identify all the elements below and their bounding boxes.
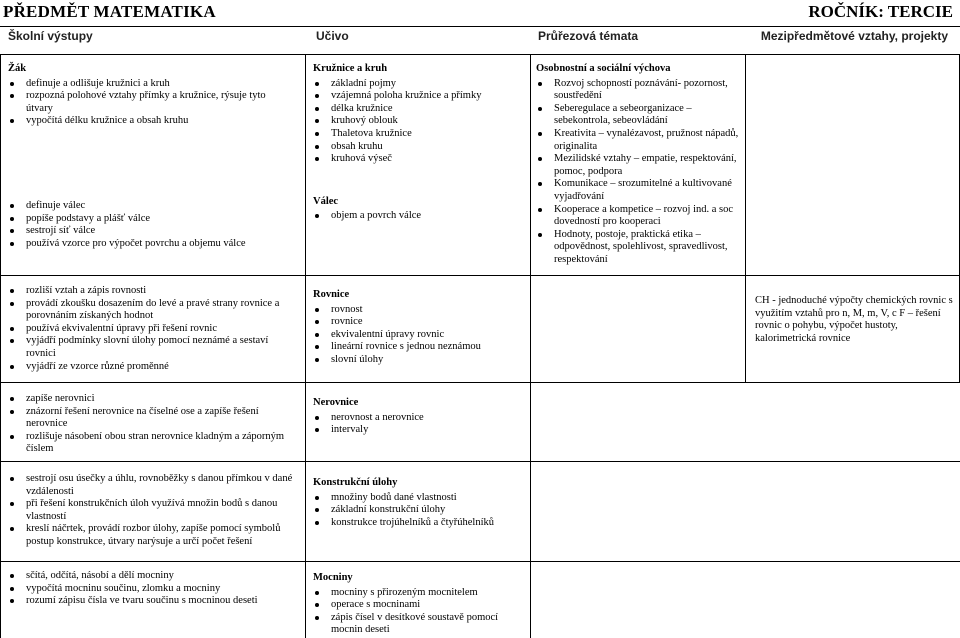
list-item: zápis čísel v desítkové soustavě pomocí mocnin deseti [313, 612, 523, 637]
list-item: sestrojí osu úsečky a úhlu, rovnoběžky s danou přímkou v dané vzdálenosti [8, 473, 293, 498]
list-item: ekvivalentní úpravy rovnic [313, 329, 523, 342]
list-item: vypočítá délku kružnice a obsah kruhu [8, 115, 293, 128]
row1-curriculum [313, 63, 523, 223]
subject-title: PŘEDMĚT MATEMATIKA [3, 2, 216, 21]
list-item: vypočítá mocninu součinu, zlomku a mocniny [8, 583, 293, 596]
list-item: Rozvoj schopností poznávání- pozornost, soustředění [536, 78, 741, 103]
row2-outputs [8, 285, 293, 373]
list-item: rovnost [313, 304, 523, 317]
list-item: konstrukce trojúhelníků a čtyřúhelníků [313, 517, 523, 530]
row5-outputs [8, 570, 293, 608]
list-item: Komunikace – srozumitelné a kultivované vyjadřování [536, 178, 741, 203]
list-item: definuje a odlišuje kružnici a kruh [8, 78, 293, 91]
topic-title: Válec [313, 195, 339, 207]
list-item: vzájemná poloha kružnice a přímky [313, 90, 523, 103]
column-header-curriculum: Učivo [316, 29, 349, 43]
relations-text: CH - jednoduché výpočty chemických rovnic s využitím vztahů pro n, M, m, V, c F – řešení rovnic o pohybu, výpočet hustoty, kalorimetrická rovnice [755, 295, 953, 344]
list-item: obsah kruhu [313, 141, 523, 154]
list-item: sčítá, odčítá, násobí a dělí mocniny [8, 570, 293, 583]
list-item: kruhová výseč [313, 153, 523, 166]
list-item: Kreativita – vynalézavost, pružnost nápadů, originalita [536, 128, 741, 153]
row-divider [0, 561, 960, 562]
list-item: rozlišuje násobení obou stran nerovnice kladným a záporným číslem [8, 431, 293, 456]
list-item: intervaly [313, 424, 523, 437]
row3-curriculum [313, 397, 523, 437]
list-item: používá vzorce pro výpočet povrchu a objemu válce [8, 238, 293, 251]
row1-outputs [8, 63, 293, 250]
list-item: základní konstrukční úlohy [313, 504, 523, 517]
list-item: množiny bodů dané vlastnosti [313, 492, 523, 505]
topic-title: Rovnice [313, 289, 350, 300]
list-item: Kooperace a kompetice – rozvoj ind. a soc dovedností pro kooperaci [536, 204, 741, 229]
list-item: rozumí zápisu čísla ve tvaru součinu s mocninou deseti [8, 595, 293, 608]
row2-curriculum [313, 289, 523, 367]
list-item: mocniny s přirozeným mocnitelem [313, 587, 523, 600]
topic-title: Nerovnice [313, 397, 359, 408]
row3-outputs [8, 393, 293, 456]
list-item: rozpozná polohové vztahy přímky a kružnice, rýsuje tyto útvary [8, 90, 293, 115]
list-item: slovní úlohy [313, 354, 523, 367]
list-item: kreslí náčrtek, provádí rozbor úlohy, zapíše pomocí symbolů postup konstrukce, útvary narýsuje a určí počet řešení [8, 523, 293, 548]
row-divider [0, 382, 960, 383]
theme-title: Osobnostní a sociální výchova [536, 63, 671, 74]
grade-title: ROČNÍK: TERCIE [808, 2, 953, 21]
list-item: při řešení konstrukčních úloh využívá množin bodů s danou vlastností [8, 498, 293, 523]
list-item: vyjádří podmínky slovní úlohy pomocí neznámé a sestaví rovnici [8, 335, 293, 360]
column-header-outputs: Školní výstupy [8, 29, 93, 43]
list-item: Hodnoty, postoje, praktická etika – odpovědnost, spolehlivost, spravedlivost, respektování [536, 229, 741, 267]
list-item: znázorní řešení nerovnice na číselné ose a zapíše řešení nerovnice [8, 406, 293, 431]
row4-outputs [8, 473, 293, 549]
row1-crosscutting [536, 63, 741, 267]
topic-title: Konstrukční úlohy [313, 477, 398, 488]
list-item: vyjádří ze vzorce různé proměnné [8, 361, 293, 374]
list-item: sestrojí síť válce [8, 225, 293, 238]
column-divider [305, 54, 306, 638]
list-item: základní pojmy [313, 78, 523, 91]
list-item: provádí zkoušku dosazením do levé a pravé strany rovnice a porovnáním získaných hodnot [8, 298, 293, 323]
list-item: zapíše nerovnici [8, 393, 293, 406]
column-header-relations: Mezipředmětové vztahy, projekty [760, 29, 948, 43]
column-divider [0, 54, 1, 638]
column-divider [745, 275, 746, 382]
column-divider [745, 54, 746, 275]
column-header-crosscutting: Průřezová témata [538, 29, 639, 43]
list-item: Mezilidské vztahy – empatie, respektování, pomoc, podpora [536, 153, 741, 178]
topic-title: Kružnice a kruh [313, 63, 388, 74]
list-item: délka kružnice [313, 103, 523, 116]
list-item: popíše podstavy a plášť válce [8, 213, 293, 226]
list-item: objem a povrch válce [313, 210, 523, 223]
column-divider [530, 54, 531, 638]
list-item: rovnice [313, 316, 523, 329]
list-item: nerovnost a nerovnice [313, 412, 523, 425]
row2-relations [755, 295, 953, 345]
row-divider [0, 54, 960, 55]
row-divider [0, 461, 960, 462]
title-bar [0, 0, 960, 27]
list-item: definuje válec [8, 200, 293, 213]
row4-curriculum [313, 477, 523, 529]
row-divider [0, 275, 960, 276]
row5-curriculum [313, 572, 523, 637]
list-item: Thaletova kružnice [313, 128, 523, 141]
topic-title: Mocniny [313, 572, 353, 583]
list-item: rozliší vztah a zápis rovnosti [8, 285, 293, 298]
list-item: operace s mocninami [313, 599, 523, 612]
pupil-label: Žák [8, 63, 27, 74]
list-item: používá ekvivalentní úpravy při řešení rovnic [8, 323, 293, 336]
list-item: lineární rovnice s jednou neznámou [313, 341, 523, 354]
list-item: kruhový oblouk [313, 115, 523, 128]
list-item: Seberegulace a sebeorganizace – sebekontrola, sebeovládání [536, 103, 741, 128]
